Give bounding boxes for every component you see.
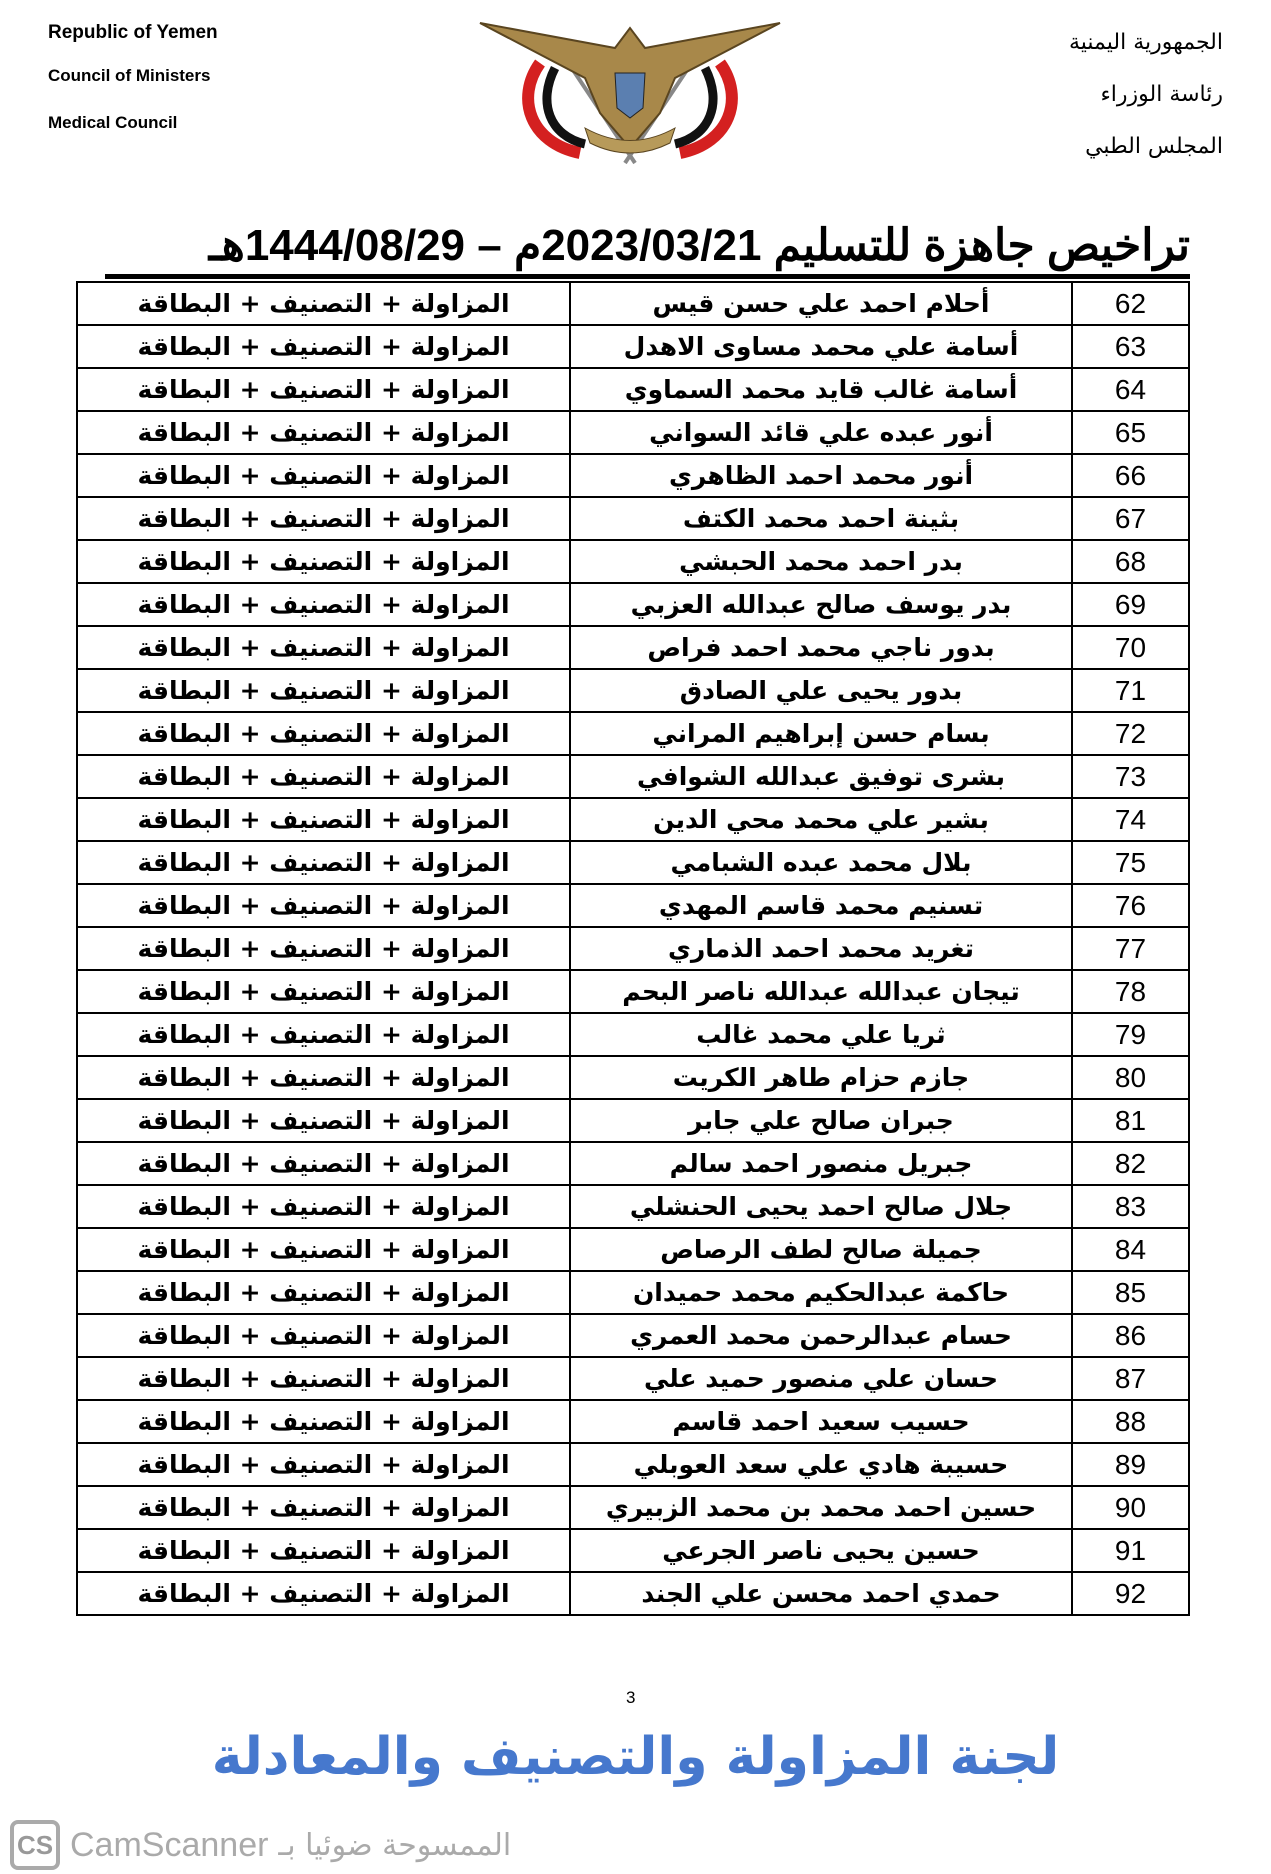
license-items: المزاولة + التصنيف + البطاقة [77, 1099, 570, 1142]
licensee-name: جميلة صالح لطف الرصاص [570, 1228, 1072, 1271]
table-row [77, 669, 1189, 712]
license-items: المزاولة + التصنيف + البطاقة [77, 1443, 570, 1486]
header-en-council: Council of Ministers [48, 66, 211, 85]
row-number: 78 [1072, 970, 1189, 1013]
licensee-name: حسان علي منصور حميد علي [570, 1357, 1072, 1400]
row-number: 90 [1072, 1486, 1189, 1529]
license-items: المزاولة + التصنيف + البطاقة [77, 497, 570, 540]
license-items: المزاولة + التصنيف + البطاقة [77, 798, 570, 841]
row-number: 83 [1072, 1185, 1189, 1228]
table-row [77, 1357, 1189, 1400]
table-row [77, 1185, 1189, 1228]
scanned-by-label: الممسوحة ضوئيا بـ [278, 1827, 512, 1863]
licensee-name: جبريل منصور احمد سالم [570, 1142, 1072, 1185]
committee-stamp-watermark: لجنة المزاولة والتصنيف والمعادلة [211, 1727, 1060, 1787]
license-items: المزاولة + التصنيف + البطاقة [77, 325, 570, 368]
header-ar-medical: المجلس الطبي [1085, 134, 1223, 159]
licensee-name: حمدي احمد محسن علي الجند [570, 1572, 1072, 1615]
table-row [77, 325, 1189, 368]
page-title: تراخيص جاهزة للتسليم 2023/03/21م – 1444/08/29هـ [105, 218, 1190, 279]
header-en-republic: Republic of Yemen [48, 22, 218, 43]
row-number: 62 [1072, 282, 1189, 325]
table-row [77, 755, 1189, 798]
licensee-name: جازم حزام طاهر الكريت [570, 1056, 1072, 1099]
license-items: المزاولة + التصنيف + البطاقة [77, 1228, 570, 1271]
licensee-name: أنور محمد احمد الظاهري [570, 454, 1072, 497]
row-number: 77 [1072, 927, 1189, 970]
camscanner-footer [10, 1820, 511, 1870]
table-row [77, 1099, 1189, 1142]
table-row [77, 712, 1189, 755]
table-row [77, 1228, 1189, 1271]
license-items: المزاولة + التصنيف + البطاقة [77, 1314, 570, 1357]
row-number: 81 [1072, 1099, 1189, 1142]
yemen-emblem-icon [475, 18, 785, 168]
license-items: المزاولة + التصنيف + البطاقة [77, 282, 570, 325]
licensee-name: حسين احمد محمد بن محمد الزبيري [570, 1486, 1072, 1529]
row-number: 65 [1072, 411, 1189, 454]
licensee-name: بلال محمد عبده الشبامي [570, 841, 1072, 884]
licensee-name: جبران صالح علي جابر [570, 1099, 1072, 1142]
licensee-name: بدور ناجي محمد احمد فراص [570, 626, 1072, 669]
row-number: 68 [1072, 540, 1189, 583]
licensee-name: جلال صالح احمد يحيى الحنشلي [570, 1185, 1072, 1228]
table-row [77, 368, 1189, 411]
license-items: المزاولة + التصنيف + البطاقة [77, 1185, 570, 1228]
table-row [77, 927, 1189, 970]
licensee-name: حاكمة عبدالحكيم محمد حميدان [570, 1271, 1072, 1314]
row-number: 89 [1072, 1443, 1189, 1486]
table-row [77, 626, 1189, 669]
camscanner-logo-icon: CS [10, 1820, 60, 1870]
table-row [77, 1314, 1189, 1357]
licensee-name: تغريد محمد احمد الذماري [570, 927, 1072, 970]
table-row [77, 841, 1189, 884]
licensee-name: أحلام احمد علي حسن قيس [570, 282, 1072, 325]
table-row [77, 1443, 1189, 1486]
row-number: 85 [1072, 1271, 1189, 1314]
table-row [77, 1572, 1189, 1615]
header-ar-republic: الجمهورية اليمنية [1068, 30, 1223, 55]
table-row [77, 454, 1189, 497]
row-number: 88 [1072, 1400, 1189, 1443]
row-number: 82 [1072, 1142, 1189, 1185]
licenses-table [76, 281, 1190, 1616]
table-row [77, 1529, 1189, 1572]
license-items: المزاولة + التصنيف + البطاقة [77, 1529, 570, 1572]
row-number: 91 [1072, 1529, 1189, 1572]
licensee-name: حسيب سعيد احمد قاسم [570, 1400, 1072, 1443]
table-row [77, 1013, 1189, 1056]
licensee-name: حسين يحيى ناصر الجرعي [570, 1529, 1072, 1572]
row-number: 67 [1072, 497, 1189, 540]
license-items: المزاولة + التصنيف + البطاقة [77, 368, 570, 411]
table-row [77, 1486, 1189, 1529]
licensee-name: بشرى توفيق عبدالله الشوافي [570, 755, 1072, 798]
table-row [77, 1056, 1189, 1099]
license-items: المزاولة + التصنيف + البطاقة [77, 712, 570, 755]
license-items: المزاولة + التصنيف + البطاقة [77, 884, 570, 927]
row-number: 64 [1072, 368, 1189, 411]
license-items: المزاولة + التصنيف + البطاقة [77, 626, 570, 669]
license-items: المزاولة + التصنيف + البطاقة [77, 970, 570, 1013]
table-row [77, 583, 1189, 626]
licensee-name: أسامة علي محمد مساوى الاهدل [570, 325, 1072, 368]
license-items: المزاولة + التصنيف + البطاقة [77, 1056, 570, 1099]
row-number: 76 [1072, 884, 1189, 927]
license-items: المزاولة + التصنيف + البطاقة [77, 1357, 570, 1400]
licensee-name: بدر احمد محمد الحبشي [570, 540, 1072, 583]
licensee-name: بدور يحيى علي الصادق [570, 669, 1072, 712]
license-items: المزاولة + التصنيف + البطاقة [77, 411, 570, 454]
row-number: 87 [1072, 1357, 1189, 1400]
license-items: المزاولة + التصنيف + البطاقة [77, 841, 570, 884]
row-number: 84 [1072, 1228, 1189, 1271]
table-row [77, 884, 1189, 927]
row-number: 69 [1072, 583, 1189, 626]
table-row [77, 282, 1189, 325]
license-items: المزاولة + التصنيف + البطاقة [77, 1572, 570, 1615]
license-items: المزاولة + التصنيف + البطاقة [77, 669, 570, 712]
header-en-medical: Medical Council [48, 113, 178, 132]
table-row [77, 1142, 1189, 1185]
license-items: المزاولة + التصنيف + البطاقة [77, 1271, 570, 1314]
row-number: 92 [1072, 1572, 1189, 1615]
table-row [77, 411, 1189, 454]
licensee-name: أسامة غالب قايد محمد السماوي [570, 368, 1072, 411]
licensee-name: تسنيم محمد قاسم المهدي [570, 884, 1072, 927]
camscanner-brand: CamScanner [70, 1825, 269, 1864]
row-number: 63 [1072, 325, 1189, 368]
row-number: 71 [1072, 669, 1189, 712]
licensee-name: بشير علي محمد محي الدين [570, 798, 1072, 841]
license-items: المزاولة + التصنيف + البطاقة [77, 540, 570, 583]
row-number: 66 [1072, 454, 1189, 497]
licensee-name: ثريا علي محمد غالب [570, 1013, 1072, 1056]
license-items: المزاولة + التصنيف + البطاقة [77, 1013, 570, 1056]
licensee-name: بسام حسن إبراهيم المراني [570, 712, 1072, 755]
row-number: 75 [1072, 841, 1189, 884]
table-row [77, 798, 1189, 841]
row-number: 73 [1072, 755, 1189, 798]
table-row [77, 1271, 1189, 1314]
row-number: 74 [1072, 798, 1189, 841]
license-items: المزاولة + التصنيف + البطاقة [77, 454, 570, 497]
license-items: المزاولة + التصنيف + البطاقة [77, 1400, 570, 1443]
row-number: 70 [1072, 626, 1189, 669]
header-ar-council: رئاسة الوزراء [1100, 82, 1223, 107]
license-items: المزاولة + التصنيف + البطاقة [77, 755, 570, 798]
table-row [77, 497, 1189, 540]
licensee-name: أنور عبده علي قائد السواني [570, 411, 1072, 454]
row-number: 79 [1072, 1013, 1189, 1056]
table-row [77, 540, 1189, 583]
page-number: 3 [626, 1688, 636, 1707]
licensee-name: تيجان عبدالله عبدالله ناصر البحم [570, 970, 1072, 1013]
licensee-name: حسام عبدالرحمن محمد العمري [570, 1314, 1072, 1357]
license-items: المزاولة + التصنيف + البطاقة [77, 583, 570, 626]
license-items: المزاولة + التصنيف + البطاقة [77, 927, 570, 970]
table-row [77, 970, 1189, 1013]
license-items: المزاولة + التصنيف + البطاقة [77, 1486, 570, 1529]
table-row [77, 1400, 1189, 1443]
licensee-name: حسيبة هادي علي سعد العوبلي [570, 1443, 1072, 1486]
row-number: 80 [1072, 1056, 1189, 1099]
licensee-name: بدر يوسف صالح عبدالله العزبي [570, 583, 1072, 626]
row-number: 86 [1072, 1314, 1189, 1357]
row-number: 72 [1072, 712, 1189, 755]
license-items: المزاولة + التصنيف + البطاقة [77, 1142, 570, 1185]
licensee-name: بثينة احمد محمد الكتف [570, 497, 1072, 540]
